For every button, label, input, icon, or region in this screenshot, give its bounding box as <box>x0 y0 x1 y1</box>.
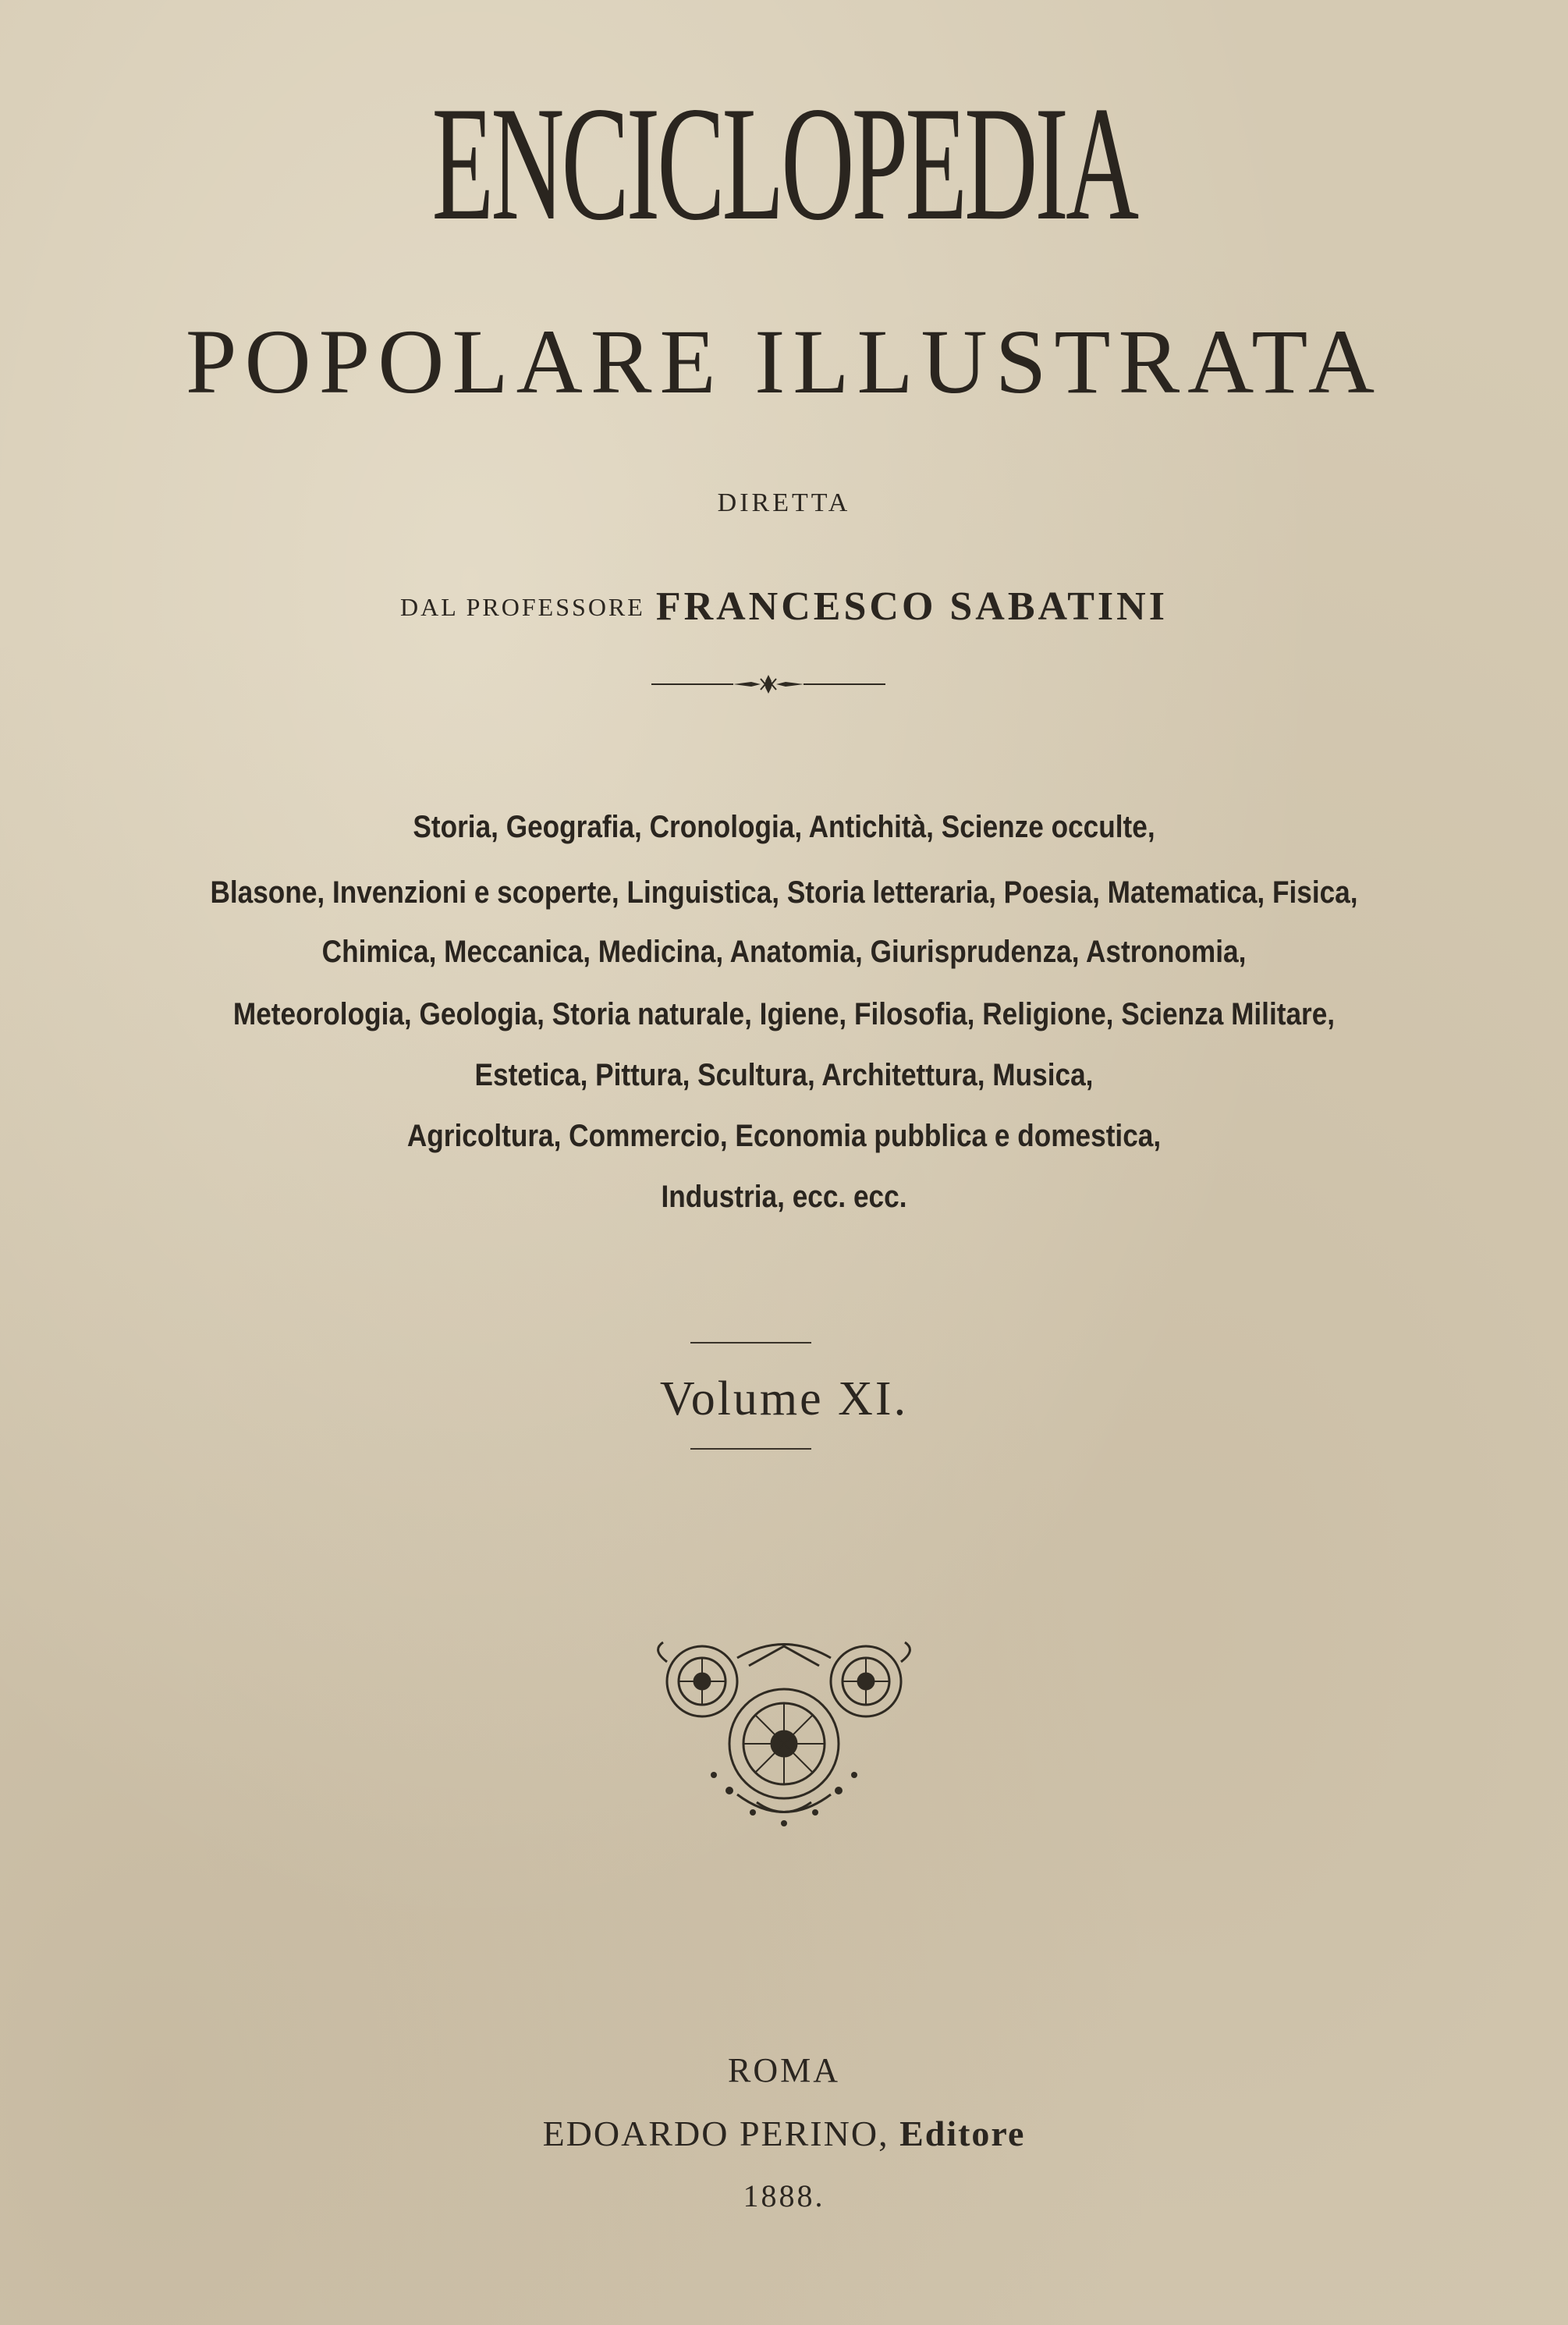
ornamental-rule-icon <box>651 673 885 696</box>
diretta-label: DIRETTA <box>717 488 851 517</box>
director-line <box>0 584 1568 629</box>
title-line-1: ENCICLOPEDIA <box>431 73 1137 254</box>
volume-rule-top <box>690 1342 811 1344</box>
subjects-line: Meteorologia, Geologia, Storia naturale, Igiene, Filosofia, Religione, Scienza Militare, <box>232 997 1336 1031</box>
imprint-role: Editore <box>899 2114 1026 2153</box>
imprint-year: 1888. <box>743 2178 825 2213</box>
subjects-line: Estetica, Pittura, Scultura, Architettura, Musica, <box>474 1058 1094 1092</box>
director-name: FRANCESCO SABATINI <box>655 584 1168 629</box>
director-prefix: DAL PROFESSORE <box>400 593 645 621</box>
imprint-publisher-line <box>0 2116 1568 2152</box>
imprint-city: ROMA <box>727 2051 841 2089</box>
subjects-line: Industria, ecc. ecc. <box>661 1180 907 1214</box>
subjects-line: Agricoltura, Commercio, Economia pubblica e domestica, <box>406 1119 1162 1153</box>
volume-label: Volume XI. <box>659 1372 909 1425</box>
printers-vignette-icon <box>620 1635 948 1830</box>
volume-rule-bottom <box>690 1448 811 1450</box>
imprint-publisher: EDOARDO PERINO, <box>542 2114 889 2153</box>
subjects-line: Blasone, Invenzioni e scoperte, Linguistica, Storia letteraria, Poesia, Matematica, Fisica, <box>210 875 1358 910</box>
title-line-2: POPOLARE ILLUSTRATA <box>185 311 1383 413</box>
subjects-line: Storia, Geografia, Cronologia, Antichità, Scienze occulte, <box>413 810 1155 844</box>
subjects-line: Chimica, Meccanica, Medicina, Anatomia, Giurisprudenza, Astronomia, <box>321 935 1247 969</box>
